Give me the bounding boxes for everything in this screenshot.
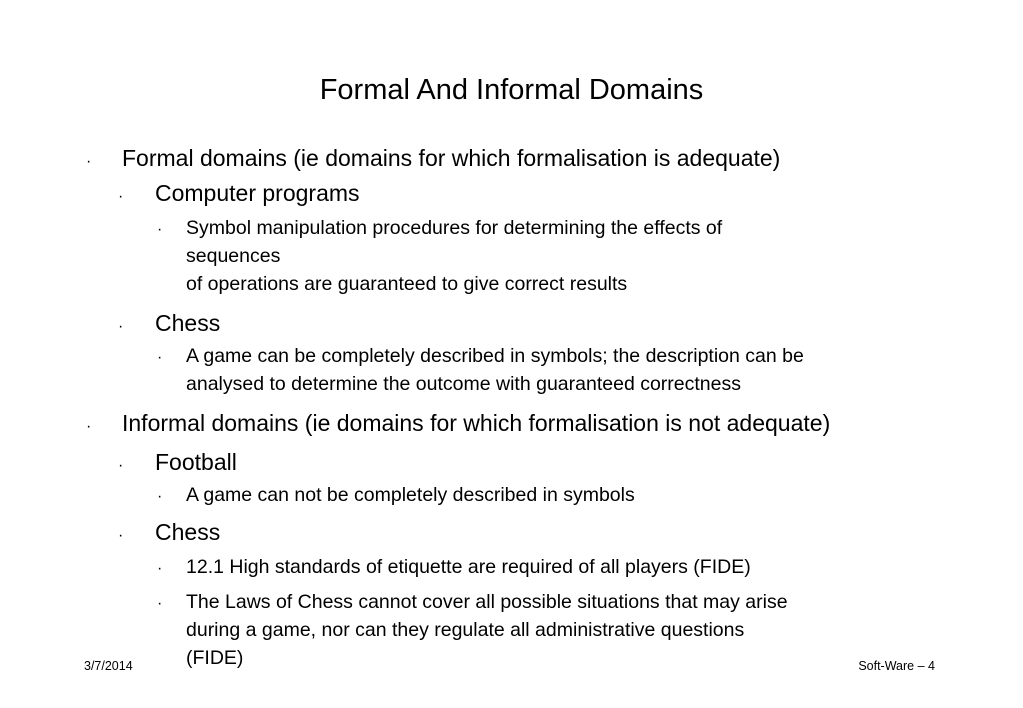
- detail-line: A game can not be completely described in symbols: [186, 484, 635, 506]
- footer-page-number: 4: [928, 659, 935, 673]
- footer-page-label: [858, 658, 935, 674]
- slide-title: Formal And Informal Domains: [319, 74, 704, 106]
- bullet-icon: ·: [118, 527, 124, 544]
- bullet-icon: ·: [86, 418, 92, 435]
- bullet-formal-domains: Formal domains (ie domains for which formalisation is adequate): [122, 145, 781, 171]
- bullet-informal-domains: Informal domains (ie domains for which formalisation is not adequate): [122, 410, 831, 436]
- footer-source: Soft-Ware: [858, 659, 915, 673]
- bullet-icon: ·: [157, 595, 163, 612]
- subitem-chess-formal: Chess: [155, 310, 221, 336]
- detail-line: analysed to determine the outcome with guaranteed correctness: [186, 373, 741, 395]
- bullet-icon: ·: [157, 488, 163, 505]
- bullet-icon: ·: [86, 153, 92, 170]
- detail-line: during a game, nor can they regulate all administrative questions: [186, 619, 745, 641]
- detail-line: Symbol manipulation procedures for determining the effects of: [186, 217, 723, 239]
- detail-line: A game can be completely described in symbols; the description can be: [186, 345, 804, 367]
- detail-fide-etiquette: [186, 553, 751, 581]
- bullet-icon: ·: [157, 560, 163, 577]
- bullet-icon: ·: [157, 221, 163, 238]
- footer-separator: –: [917, 659, 925, 673]
- bullet-icon: ·: [118, 457, 124, 474]
- detail-line: (FIDE): [186, 647, 244, 669]
- bullet-icon: ·: [118, 318, 124, 335]
- detail-line: The Laws of Chess cannot cover all possible situations that may arise: [186, 591, 788, 613]
- detail-football: [186, 481, 635, 509]
- detail-line: sequences: [186, 245, 281, 267]
- detail-line: of operations are guaranteed to give correct results: [186, 273, 628, 295]
- detail-chess-symbols: [186, 342, 804, 398]
- subitem-chess-informal: Chess: [155, 519, 221, 545]
- footer-date: 3/7/2014: [84, 659, 133, 673]
- detail-laws-of-chess: [186, 588, 788, 672]
- subitem-football: Football: [155, 449, 237, 475]
- detail-symbol-manipulation: [186, 214, 722, 298]
- bullet-icon: ·: [118, 188, 124, 205]
- subitem-computer-programs: Computer programs: [155, 180, 360, 206]
- detail-line: 12.1 High standards of etiquette are required of all players (FIDE): [186, 556, 751, 578]
- bullet-icon: ·: [157, 349, 163, 366]
